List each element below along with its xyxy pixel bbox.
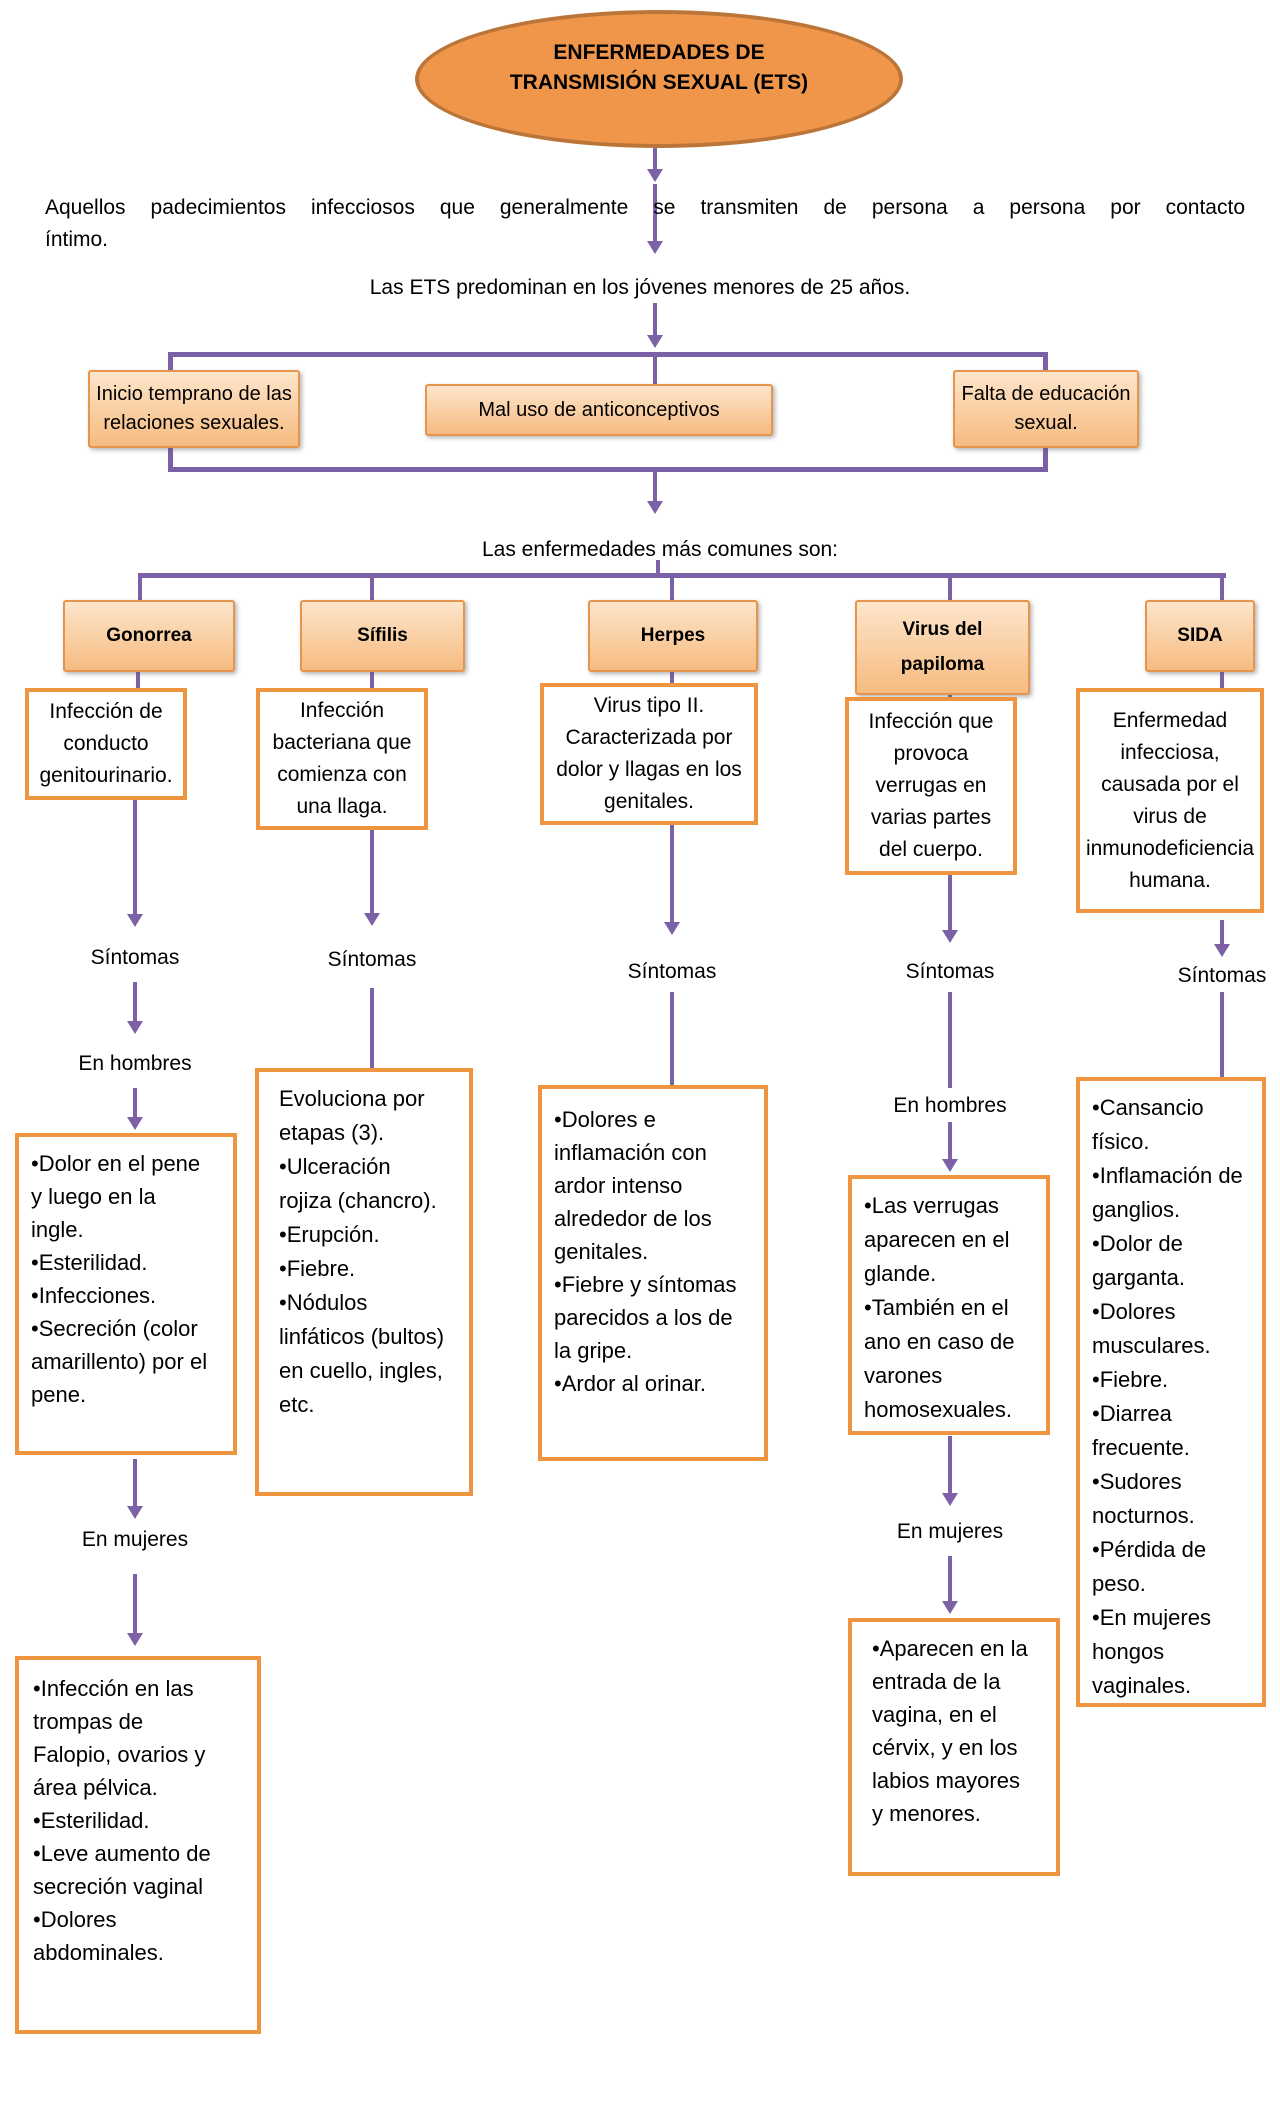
arrow-desc-symptoms-herpes — [670, 825, 674, 923]
disease-header-papiloma — [855, 600, 1030, 695]
arrow-desc-symptoms-sifilis — [370, 828, 374, 914]
arrow-desc-symptoms-sida — [1220, 920, 1224, 945]
women-label-gonorrea: En mujeres — [81, 1528, 189, 1551]
disease-header-sida — [1145, 600, 1255, 672]
title-ellipse — [415, 10, 903, 148]
arrow-women-box-gonorrea — [133, 1574, 137, 1634]
bullet-item: •Dolor de garganta. — [1092, 1231, 1185, 1290]
risk-factor-label: Mal uso de anticonceptivos — [478, 398, 720, 421]
bullet-item: •Diarrea frecuente. — [1092, 1401, 1190, 1460]
bullet-item: •Leve aumento de secreción vaginal — [33, 1841, 211, 1899]
bullet-item: •Cansancio físico. — [1092, 1095, 1204, 1154]
bullet-item: •Infecciones. — [31, 1283, 157, 1308]
disease-header-herpes — [588, 600, 758, 672]
men-label-gonorrea: En hombres — [78, 1052, 192, 1075]
bullet-item: •Dolor en el pene y luego en la ingle. — [31, 1151, 201, 1242]
symptoms-label-herpes: Síntomas — [627, 960, 717, 983]
bullet-item: •También en el ano en caso de varones homosexuales. — [864, 1295, 1015, 1422]
prevalence-text: Las ETS predominan en los jóvenes menores de 25 años. — [369, 276, 911, 299]
intro-paragraph: Aquellos padecimientos infecciosos que generalmente se transmiten de persona a persona por contacto íntimo. — [45, 196, 1245, 251]
bullet-item: •Dolores abdominales. — [33, 1907, 164, 1965]
symptoms-label-gonorrea: Síntomas — [90, 946, 180, 969]
arrow-menbox-women-papiloma — [948, 1436, 952, 1494]
symptoms-label-sifilis: Síntomas — [327, 948, 417, 971]
symptoms-box-sida — [1076, 1077, 1266, 1707]
disease-description: Virus tipo II. Caracterizada por dolor y llagas en los genitales. — [556, 694, 742, 813]
arrow-women-box-papiloma — [948, 1556, 952, 1602]
stub-rail-sida — [1220, 573, 1224, 600]
bullet-item: •Dolores musculares. — [1092, 1299, 1211, 1358]
symptoms-men-box-gonorrea — [15, 1133, 237, 1455]
page-title: ENFERMEDADES DE TRANSMISIÓN SEXUAL (ETS) — [509, 41, 809, 94]
line-symptoms-box-sifilis — [370, 988, 374, 1068]
symptoms-text: Evoluciona por etapas (3). •Ulceración rojiza (chancro). •Erupción. •Fiebre. •Nódulos linfáticos (bultos) en cuello, ingles, etc. — [279, 1086, 445, 1417]
stub-rail-herpes — [670, 573, 674, 600]
disease-desc-gonorrea — [25, 688, 187, 800]
disease-name: Virus del papiloma — [900, 619, 985, 675]
line-symptoms-men-papiloma — [948, 992, 952, 1088]
line-symptoms-box-herpes — [670, 992, 674, 1085]
bullet-item: •En mujeres hongos vaginales. — [1092, 1605, 1211, 1698]
arrow-men-box-papiloma — [948, 1122, 952, 1160]
women-label-papiloma: En mujeres — [896, 1520, 1004, 1543]
line-symptoms-box-sida — [1220, 992, 1224, 1077]
stub-hdr-desc-sida — [1220, 672, 1224, 688]
arrow-desc-symptoms-gonorrea — [133, 800, 137, 915]
bullet-item: •Inflamación de ganglios. — [1092, 1163, 1243, 1222]
stub-rail-sifilis — [370, 573, 374, 600]
disease-description: Infección que provoca verrugas en varias partes del cuerpo. — [868, 710, 994, 861]
disease-desc-sida — [1076, 688, 1264, 913]
men-label-papiloma: En hombres — [893, 1094, 1007, 1117]
risk-factor-label: Inicio temprano de las relaciones sexuales. — [96, 383, 292, 434]
disease-desc-sifilis — [256, 688, 428, 830]
disease-description: Infección bacteriana que comienza con una llaga. — [272, 699, 412, 818]
stub-rail-papiloma — [948, 573, 952, 600]
stub-hdr-desc-herpes — [670, 672, 674, 683]
disease-header-gonorrea — [63, 600, 235, 672]
bullet-item: •Esterilidad. — [31, 1250, 148, 1275]
disease-desc-herpes — [540, 683, 758, 825]
bullet-item: •Las verrugas aparecen en el glande. — [864, 1193, 1010, 1286]
risk-factor-label: Falta de educación sexual. — [961, 383, 1131, 434]
symptoms-women-box-papiloma — [848, 1618, 1060, 1876]
stub-hdr-desc-gonorrea — [136, 672, 140, 688]
disease-description: Enfermedad infecciosa, causada por el virus de inmunodeficiencia humana. — [1085, 708, 1255, 892]
symptoms-label-papiloma: Síntomas — [905, 960, 995, 983]
bullet-item: •Dolores e inflamación con ardor intenso alrededor de los genitales. — [554, 1107, 712, 1264]
bullet-item: •Aparecen en la entrada de la vagina, en el cérvix, y en los labios mayores y menores. — [872, 1636, 1028, 1826]
disease-rail-line — [138, 573, 1226, 578]
disease-header-sifilis — [300, 600, 465, 672]
risk-factor-box-contraceptives — [425, 384, 773, 436]
arrow-title-to-intro — [653, 148, 657, 170]
risk-factor-box-education — [953, 370, 1139, 448]
disease-name: SIDA — [1177, 625, 1223, 647]
stub-hdr-desc-sifilis — [370, 672, 374, 688]
arrow-men-box-gonorrea — [133, 1088, 137, 1118]
bullet-item: •Ardor al orinar. — [554, 1371, 706, 1396]
stub-rail-gonorrea — [138, 573, 142, 600]
common-diseases-label: Las enfermedades más comunes son: — [481, 538, 839, 561]
disease-description: Infección de conducto genitourinario. — [39, 700, 173, 787]
bullet-item: •Pérdida de peso. — [1092, 1537, 1207, 1596]
symptoms-women-box-gonorrea — [15, 1656, 261, 2034]
bullet-item: •Sudores nocturnos. — [1092, 1469, 1195, 1528]
disease-desc-papiloma — [845, 697, 1017, 875]
disease-name: Gonorrea — [106, 625, 192, 647]
bullet-item: •Fiebre. — [1092, 1367, 1169, 1392]
symptoms-label-sida: Síntomas — [1177, 964, 1267, 987]
risk-factor-box-early-relations — [88, 370, 300, 448]
disease-name: Herpes — [640, 625, 706, 647]
arrow-risks-to-common — [653, 472, 657, 502]
bullet-item: •Fiebre y síntomas parecidos a los de la gripe. — [554, 1272, 737, 1363]
bullet-item: •Esterilidad. — [33, 1808, 150, 1833]
arrow-prevalence-to-risks — [653, 303, 657, 336]
symptoms-men-box-papiloma — [848, 1175, 1050, 1435]
arrow-menbox-women-gonorrea — [133, 1459, 137, 1507]
symptoms-box-sifilis — [255, 1068, 473, 1496]
symptoms-box-herpes — [538, 1085, 768, 1461]
disease-name: Sífilis — [357, 625, 408, 647]
arrow-symptoms-men-gonorrea — [133, 982, 137, 1022]
arrow-desc-symptoms-papiloma — [948, 875, 952, 931]
bullet-item: •Infección en las trompas de Falopio, ovarios y área pélvica. — [33, 1676, 206, 1800]
bullet-item: •Secreción (color amarillento) por el pene. — [31, 1316, 208, 1407]
